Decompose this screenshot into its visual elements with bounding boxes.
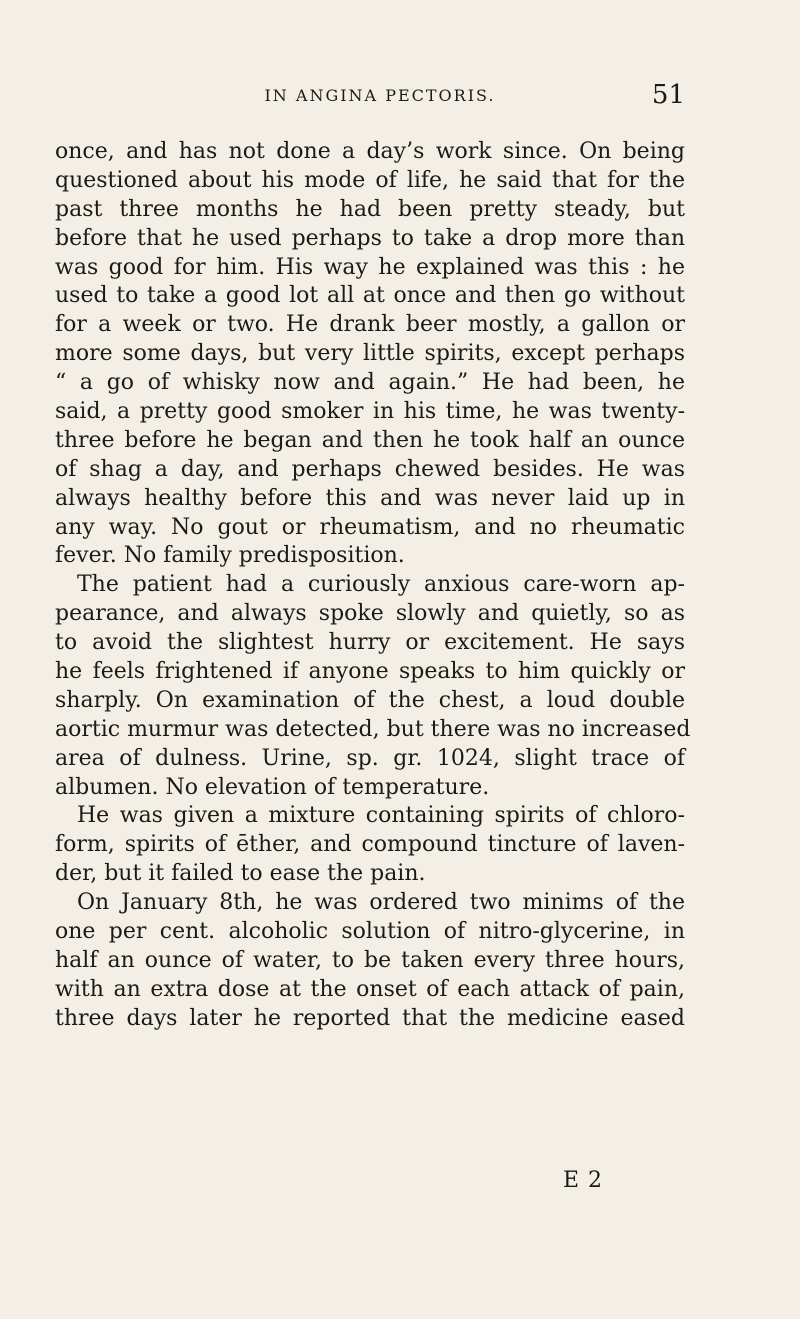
text-line: “ a go of whisky now and again.” He had been, he bbox=[55, 370, 685, 396]
text-line: more some days, but very little spirits, except perhaps bbox=[55, 341, 685, 367]
body-text bbox=[55, 138, 691, 1034]
text-line: der, but it failed to ease the pain. bbox=[55, 861, 426, 887]
running-head bbox=[55, 80, 685, 114]
text-line: one per cent. alcoholic solution of nitro-glycerine, in bbox=[55, 919, 685, 945]
text-line: any way. No gout or rheumatism, and no rheumatic bbox=[55, 514, 685, 540]
text-line: was good for him. His way he explained was this : he bbox=[55, 254, 685, 280]
text-line: always healthy before this and was never laid up in bbox=[55, 485, 685, 511]
text-line: for a week or two. He drank beer mostly, a gallon or bbox=[55, 312, 685, 338]
signature-mark: E 2 bbox=[563, 1168, 604, 1193]
text-line: to avoid the slightest hurry or excitement. He says bbox=[55, 630, 685, 656]
text-line: questioned about his mode of life, he said that for the bbox=[55, 167, 685, 193]
text-line: half an ounce of water, to be taken every three hours, bbox=[55, 947, 685, 973]
text-line: once, and has not done a day’s work since. On being bbox=[55, 139, 685, 164]
text-line: said, a pretty good smoker in his time, he was twenty- bbox=[55, 399, 685, 425]
text-line: He was given a mixture containing spirits of chloro- bbox=[77, 803, 685, 829]
text-line: used to take a good lot all at once and then go without bbox=[55, 283, 685, 309]
text-line: fever. No family predisposition. bbox=[55, 543, 405, 569]
running-title: IN ANGINA PECTORIS. bbox=[264, 86, 496, 105]
text-line: of shag a day, and perhaps chewed besides. He was bbox=[55, 456, 685, 482]
text-line: sharply. On examination of the chest, a loud double bbox=[55, 687, 685, 713]
text-line: three before he began and then he took half an ounce bbox=[55, 427, 685, 453]
text-line: aortic murmur was detected, but there was no increased bbox=[55, 716, 691, 742]
text-line: pearance, and always spoke slowly and quietly, so as bbox=[55, 601, 685, 627]
text-line: three days later he reported that the medicine eased bbox=[55, 1005, 685, 1031]
text-line: albumen. No elevation of temperature. bbox=[55, 774, 490, 800]
text-line: form, spirits of ēther, and compound tincture of laven- bbox=[55, 832, 685, 858]
text-line: he feels frightened if anyone speaks to him quickly or bbox=[55, 659, 685, 685]
text-line: The patient had a curiously anxious care-worn ap- bbox=[77, 572, 685, 598]
text-line: with an extra dose at the onset of each attack of pain, bbox=[55, 976, 685, 1002]
text-line: before that he used perhaps to take a drop more than bbox=[55, 225, 685, 251]
text-line: past three months he had been pretty steady, but bbox=[55, 196, 685, 222]
text-line: area of dulness. Urine, sp. gr. 1024, slight trace of bbox=[55, 745, 685, 771]
text-line: On January 8th, he was ordered two minims of the bbox=[77, 890, 685, 916]
page-number: 51 bbox=[651, 80, 685, 110]
